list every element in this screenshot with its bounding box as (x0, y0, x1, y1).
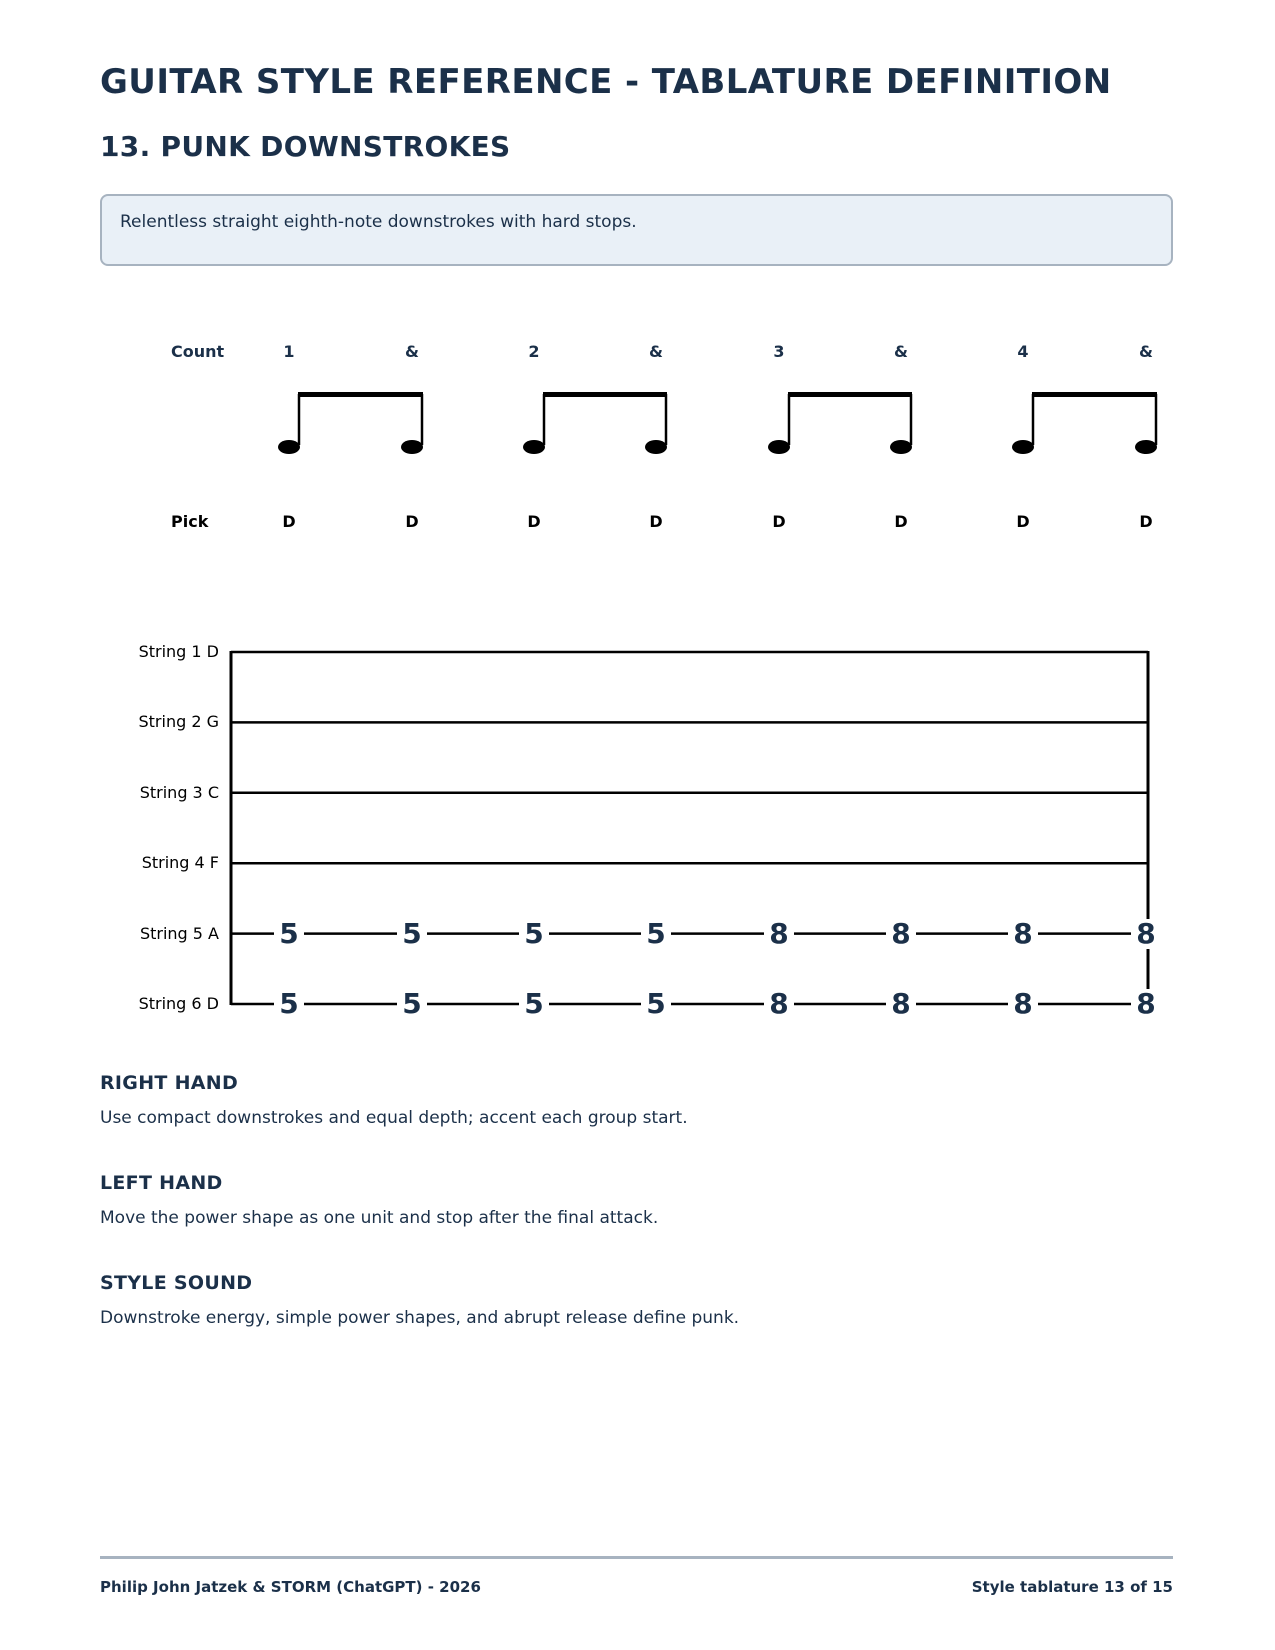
fret-number: 8 (1131, 919, 1161, 949)
count-row-label: Count (171, 342, 225, 361)
fret-number: 5 (397, 989, 427, 1019)
string-label: String 4 F (141, 853, 219, 873)
document-title: GUITAR STYLE REFERENCE - TABLATURE DEFINITION (100, 62, 1112, 102)
note-beam (543, 392, 667, 397)
summary-box (100, 194, 1173, 266)
fret-number: 8 (886, 989, 916, 1019)
fret-number: 5 (641, 919, 671, 949)
note-beam (1032, 392, 1157, 397)
fret-number: 8 (764, 919, 794, 949)
tab-lines (0, 640, 1275, 1020)
note-head (890, 440, 912, 454)
note-head (523, 440, 545, 454)
count-item: & (894, 342, 908, 361)
fret-number: 8 (1131, 989, 1161, 1019)
note-head (768, 440, 790, 454)
fret-number: 5 (641, 989, 671, 1019)
fret-number: 5 (519, 989, 549, 1019)
count-item: & (1139, 342, 1153, 361)
count-item: & (405, 342, 419, 361)
string-label: String 5 A (139, 923, 219, 943)
note-beam (298, 392, 423, 397)
note-head (645, 440, 667, 454)
rhythm-diagram (0, 330, 1275, 540)
pick-direction: D (772, 512, 786, 531)
count-item: & (649, 342, 663, 361)
string-label: String 1 D (138, 642, 219, 661)
fret-number: 5 (274, 919, 304, 949)
right-hand-text: Use compact downstrokes and equal depth; accent each group start. (100, 1108, 688, 1128)
string-label: String 3 C (139, 782, 219, 802)
right-hand-heading: RIGHT HAND (100, 1072, 239, 1094)
note-beam (788, 392, 912, 397)
fret-number: 5 (274, 989, 304, 1019)
fret-number: 5 (519, 919, 549, 949)
count-item: 3 (773, 342, 785, 361)
pick-direction: D (405, 512, 419, 531)
section-title: 13. PUNK DOWNSTROKES (100, 130, 511, 163)
string-label: String 6 D (138, 994, 219, 1013)
fret-number: 8 (764, 989, 794, 1019)
style-sound-text: Downstroke energy, simple power shapes, and abrupt release define punk. (100, 1308, 740, 1328)
pick-direction: D (1016, 512, 1030, 531)
pick-direction: D (1139, 512, 1153, 531)
footer-rule (100, 1556, 1173, 1559)
note-head (1135, 440, 1157, 454)
fret-number: 8 (1008, 989, 1038, 1019)
style-sound-heading: STYLE SOUND (100, 1272, 253, 1294)
summary-text: Relentless straight eighth-note downstrokes with hard stops. (120, 212, 637, 232)
note-head (401, 440, 423, 454)
eighth-note-pairs (0, 330, 1275, 540)
left-hand-text: Move the power shape as one unit and stop after the final attack. (100, 1208, 659, 1228)
note-head (278, 440, 300, 454)
count-item: 1 (283, 342, 295, 361)
pick-direction: D (894, 512, 908, 531)
count-item: 2 (528, 342, 540, 361)
pick-direction: D (282, 512, 296, 531)
fret-number: 5 (397, 919, 427, 949)
footer-page-indicator: Style tablature 13 of 15 (971, 1578, 1173, 1596)
pick-direction: D (527, 512, 541, 531)
string-label: String 2 G (138, 712, 219, 732)
left-hand-heading: LEFT HAND (100, 1172, 223, 1194)
pick-direction: D (649, 512, 663, 531)
footer-credit: Philip John Jatzek & STORM (ChatGPT) - 2026 (100, 1578, 481, 1596)
count-item: 4 (1017, 342, 1029, 361)
pick-row-label: Pick (171, 512, 209, 531)
fret-number: 8 (1008, 919, 1038, 949)
fret-number: 8 (886, 919, 916, 949)
tablature-staff (0, 640, 1275, 1020)
note-head (1012, 440, 1034, 454)
